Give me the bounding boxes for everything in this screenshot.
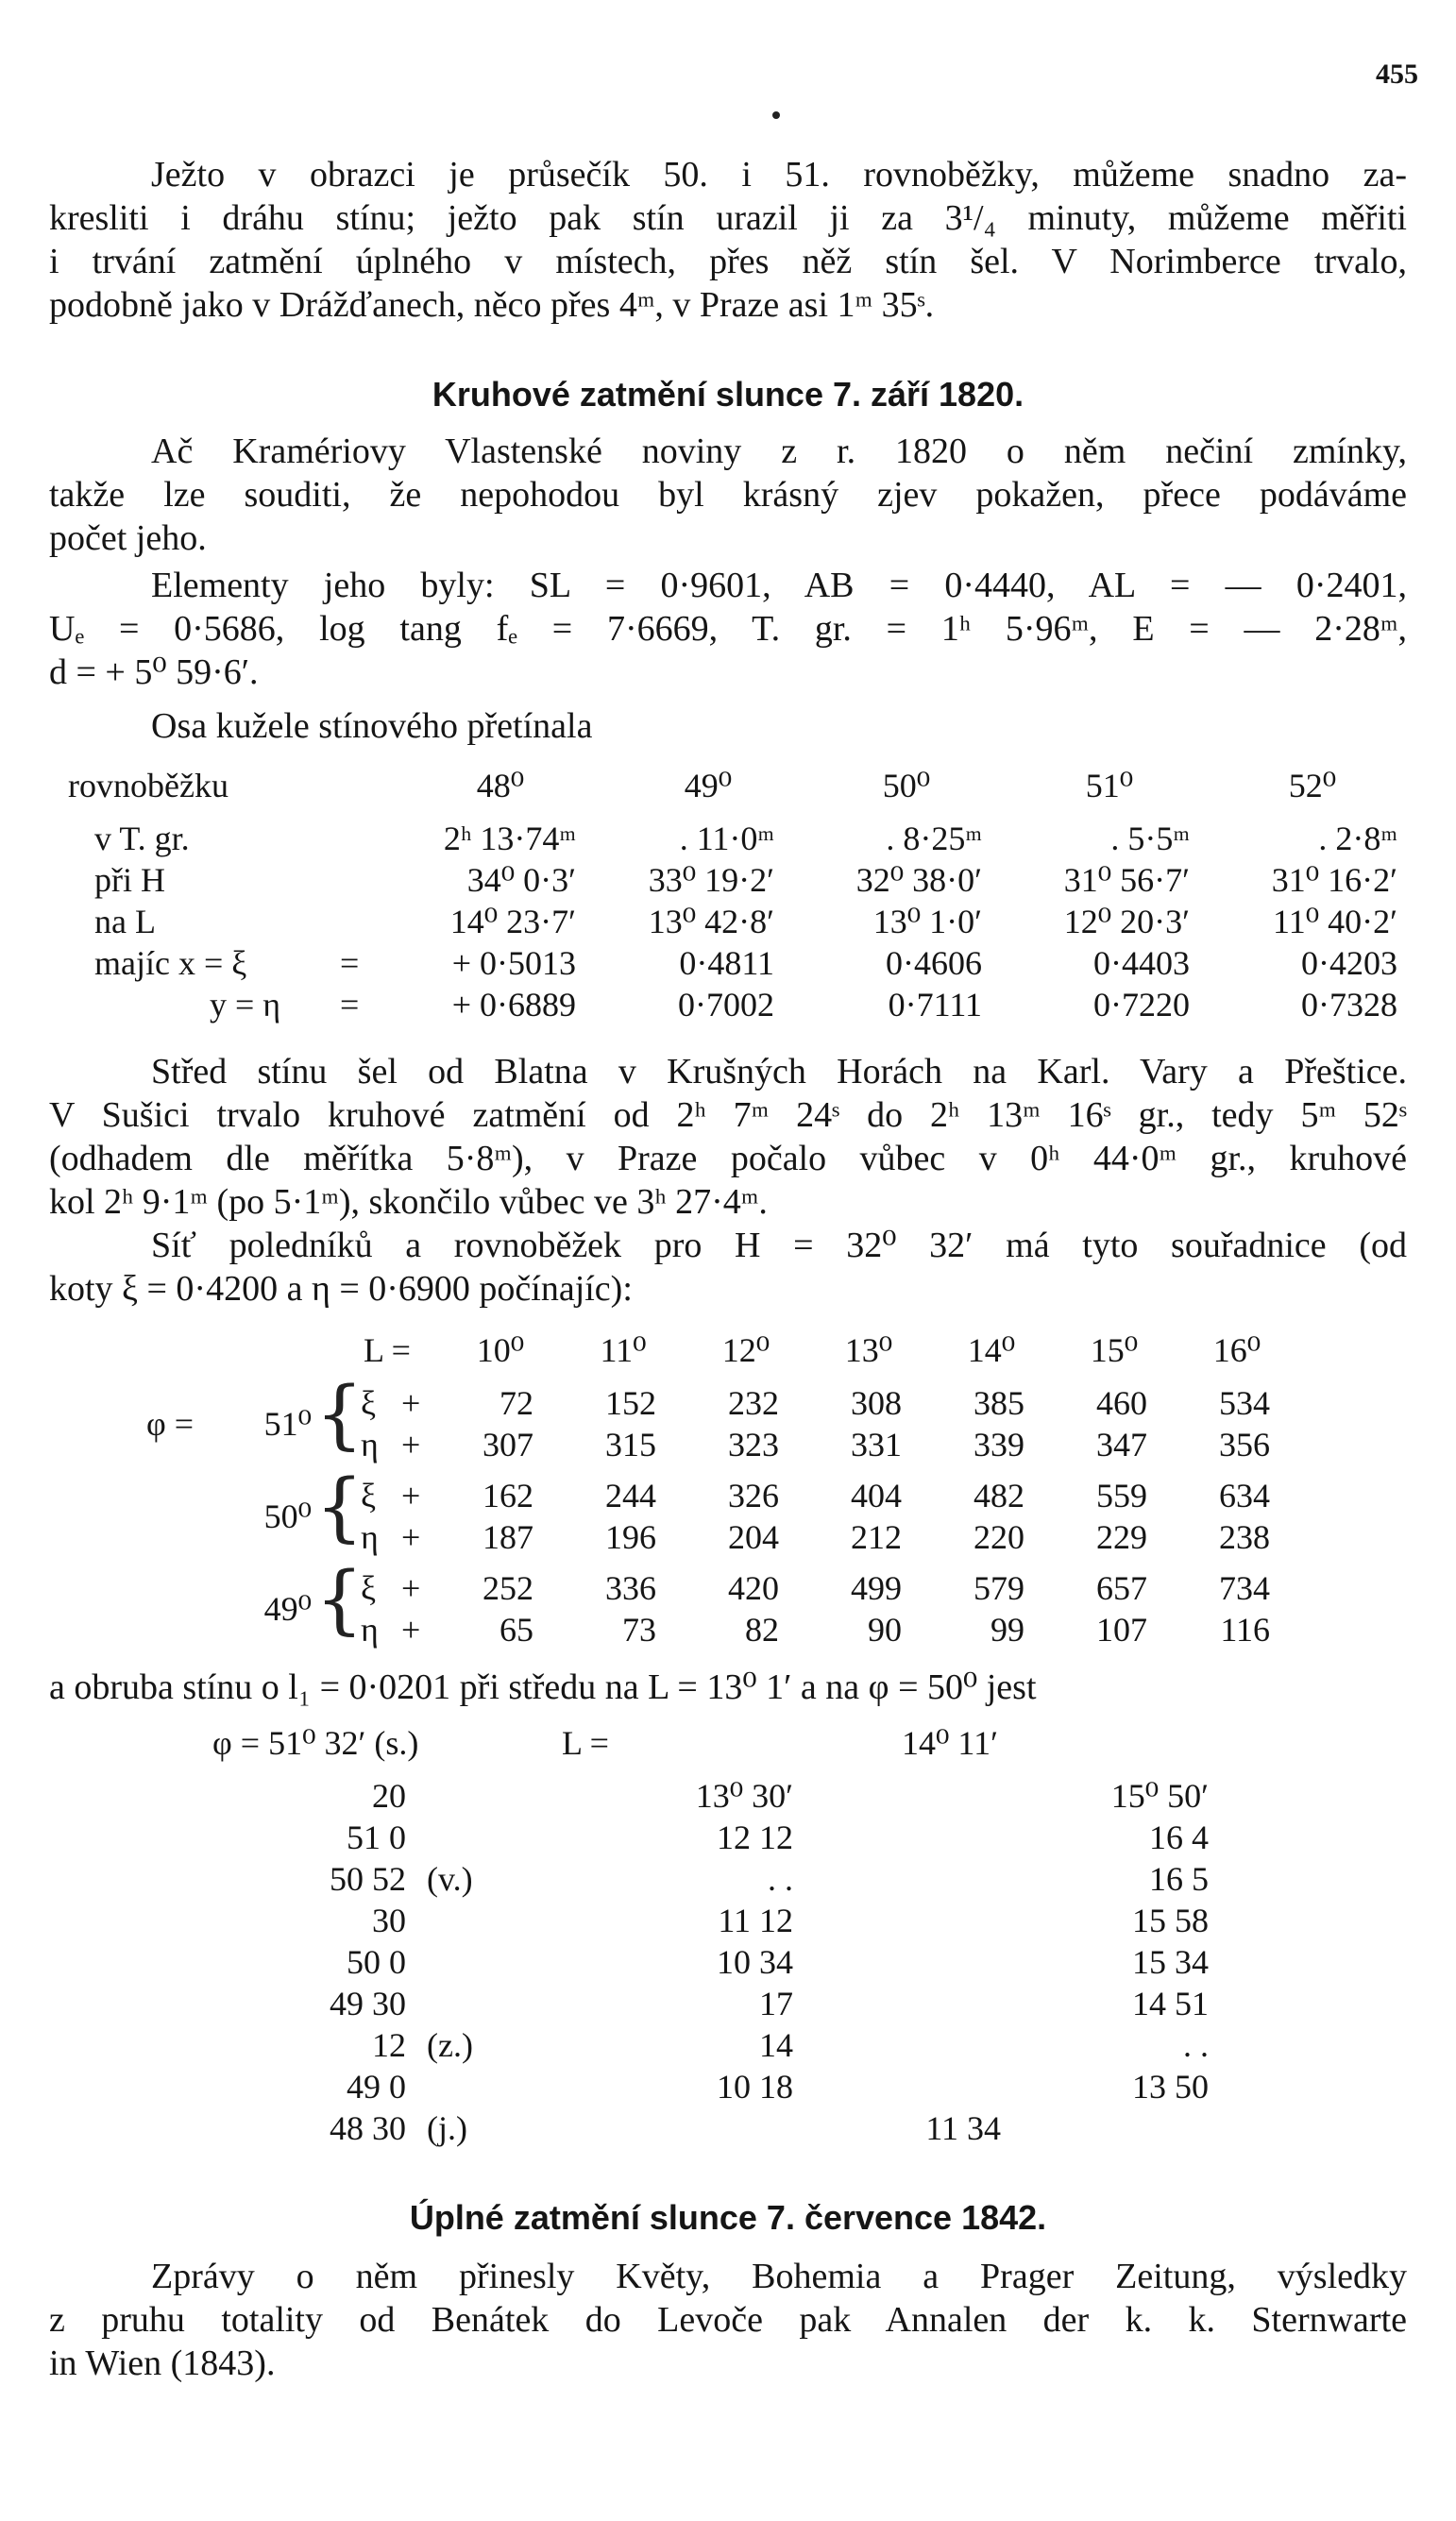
grid-cell: 385 bbox=[973, 1384, 1024, 1422]
table-cell: 31⁰ 56·7′ bbox=[1063, 861, 1190, 899]
table-cell: 0·7002 bbox=[678, 986, 774, 1024]
grid-header-label: L = bbox=[364, 1331, 411, 1369]
table-prefix: = bbox=[340, 944, 360, 982]
edge-row-c3: 14 51 bbox=[1132, 1985, 1209, 2022]
grid-cell: 404 bbox=[851, 1477, 902, 1514]
axis-intro: Osa kužele stínového přetínala bbox=[151, 706, 593, 746]
table-cell: 0·7220 bbox=[1093, 986, 1190, 1024]
paragraph-line: (odhadem dle měřítka 5·8ᵐ), v Praze počalo vůbec v 0ʰ 44·0ᵐ gr., kruhové bbox=[49, 1139, 1407, 1178]
grid-cell: 323 bbox=[728, 1426, 779, 1464]
grid-cell: 534 bbox=[1219, 1384, 1270, 1422]
section-heading: Kruhové zatmění slunce 7. září 1820. bbox=[432, 375, 1024, 414]
grid-cell: 72 bbox=[499, 1384, 533, 1422]
grid-cell: 326 bbox=[728, 1477, 779, 1514]
page-number: 455 bbox=[1376, 59, 1418, 90]
edge-row-phi: 49 30 bbox=[330, 1985, 406, 2022]
grid-cell: 162 bbox=[483, 1477, 533, 1514]
grid-cell: 347 bbox=[1096, 1426, 1147, 1464]
brace-glyph: { bbox=[315, 1463, 364, 1550]
table-cell: 0·7111 bbox=[888, 986, 982, 1024]
grid-group-lat: 51⁰ bbox=[263, 1405, 312, 1443]
paragraph-line: V Sušici trvalo kruhové zatmění od 2ʰ 7ᵐ 24ˢ do 2ʰ 13ᵐ 16ˢ gr., tedy 5ᵐ 52ˢ bbox=[49, 1095, 1407, 1135]
edge-row-c3: 15 58 bbox=[1132, 1902, 1209, 1939]
grid-cell: 356 bbox=[1219, 1426, 1270, 1464]
grid-sym: ξ bbox=[361, 1477, 377, 1514]
phi-label: φ = bbox=[146, 1405, 195, 1443]
edge-row-note: (v.) bbox=[427, 1860, 473, 1898]
grid-sign: + bbox=[401, 1569, 421, 1607]
grid-header-cell: 14⁰ bbox=[967, 1331, 1016, 1369]
grid-header-cell: 15⁰ bbox=[1090, 1331, 1139, 1369]
table-cell: 14⁰ 23·7′ bbox=[449, 903, 576, 940]
table-cell: . 11·0ᵐ bbox=[679, 820, 774, 857]
grid-cell: 152 bbox=[605, 1384, 656, 1422]
edge-row-c1: 12 12 bbox=[717, 1819, 793, 1856]
table-cell: 0·4403 bbox=[1093, 944, 1190, 982]
grid-header-cell: 10⁰ bbox=[476, 1331, 525, 1369]
table-header-cell: 50⁰ bbox=[882, 767, 931, 804]
edge-header-phi: φ = 51⁰ 32′ (s.) bbox=[212, 1724, 419, 1762]
grid-cell: 73 bbox=[622, 1611, 656, 1649]
edge-header-l: L = bbox=[562, 1724, 609, 1762]
grid-cell: 499 bbox=[851, 1569, 902, 1607]
paragraph-line: z pruhu totality od Benátek do Levoče pak Annalen der k. k. Sternwarte bbox=[49, 2300, 1407, 2340]
grid-sign: + bbox=[401, 1518, 421, 1556]
grid-cell: 65 bbox=[499, 1611, 533, 1649]
grid-cell: 232 bbox=[728, 1384, 779, 1422]
paragraph-line: kol 2ʰ 9·1ᵐ (po 5·1ᵐ), skončilo vůbec ve 3ʰ 27·4ᵐ. bbox=[49, 1182, 768, 1222]
grid-sym: η bbox=[361, 1426, 379, 1464]
grid-cell: 204 bbox=[728, 1518, 779, 1556]
grid-header-cell: 11⁰ bbox=[600, 1331, 647, 1369]
grid-group-lat: 49⁰ bbox=[263, 1590, 312, 1628]
edge-row-phi: 51 0 bbox=[347, 1819, 406, 1856]
table-cell: 13⁰ 42·8′ bbox=[648, 903, 774, 940]
grid-cell: 336 bbox=[605, 1569, 656, 1607]
intro-line: Ježto v obrazci je průsečík 50. i 51. rovnoběžky, můžeme snadno za- bbox=[151, 155, 1407, 195]
paragraph-line: Ač Kramériovy Vlastenské noviny z r. 1820 o něm nečiní zmínky, bbox=[151, 431, 1407, 471]
grid-sign: + bbox=[401, 1611, 421, 1649]
edge-row-c1: . . bbox=[768, 1860, 793, 1898]
table-cell: 0·4811 bbox=[679, 944, 774, 982]
grid-sign: + bbox=[401, 1477, 421, 1514]
table-label: na L bbox=[94, 903, 156, 940]
grid-cell: 212 bbox=[851, 1518, 902, 1556]
edge-row-c3: 13 50 bbox=[1132, 2068, 1209, 2106]
table-cell: 2ʰ 13·74ᵐ bbox=[443, 820, 576, 857]
grid-cell: 559 bbox=[1096, 1477, 1147, 1514]
printing-speck bbox=[772, 111, 780, 119]
edge-row-c1: 13⁰ 30′ bbox=[695, 1777, 793, 1815]
edge-row-phi: 48 30 bbox=[330, 2109, 406, 2147]
grid-header-cell: 12⁰ bbox=[721, 1331, 770, 1369]
grid-cell: 116 bbox=[1220, 1611, 1270, 1649]
table-prefix: = bbox=[340, 986, 360, 1024]
table-cell: 0·4203 bbox=[1301, 944, 1397, 982]
table-label: y = η bbox=[210, 986, 281, 1024]
grid-cell: 99 bbox=[990, 1611, 1024, 1649]
grid-cell: 315 bbox=[605, 1426, 656, 1464]
grid-cell: 657 bbox=[1096, 1569, 1147, 1607]
table-cell: 11⁰ 40·2′ bbox=[1273, 903, 1397, 940]
table-cell: + 0·6889 bbox=[451, 986, 576, 1024]
table-cell: . 8·25ᵐ bbox=[886, 820, 982, 857]
edge-row-phi: 12 bbox=[372, 2026, 406, 2064]
grid-cell: 482 bbox=[973, 1477, 1024, 1514]
paragraph-line: počet jeho. bbox=[49, 518, 207, 558]
table-cell: 0·4606 bbox=[886, 944, 982, 982]
grid-cell: 196 bbox=[605, 1518, 656, 1556]
grid-group-lat: 50⁰ bbox=[263, 1497, 312, 1535]
section-heading: Úplné zatmění slunce 7. července 1842. bbox=[409, 2198, 1047, 2237]
table-cell: 34⁰ 0·3′ bbox=[466, 861, 576, 899]
table-header-cell: 52⁰ bbox=[1288, 767, 1337, 804]
grid-cell: 339 bbox=[973, 1426, 1024, 1464]
intro-line: i trvání zatmění úplného v místech, přes něž stín šel. V Norimberce trvalo, bbox=[49, 242, 1407, 281]
edge-row-phi: 50 52 bbox=[330, 1860, 406, 1898]
table-header-cell: 48⁰ bbox=[476, 767, 525, 804]
table-cell: 12⁰ 20·3′ bbox=[1063, 903, 1190, 940]
edge-row-c1: 17 bbox=[759, 1985, 793, 2022]
edge-row-c3: 16 4 bbox=[1149, 1819, 1209, 1856]
grid-cell: 331 bbox=[851, 1426, 902, 1464]
table-label: majíc x = ξ bbox=[94, 944, 247, 982]
edge-row-c3: 15 34 bbox=[1132, 1943, 1209, 1981]
edge-line: a obruba stínu o l₁ = 0·0201 při středu na L = 13⁰ 1′ a na φ = 50⁰ jest bbox=[49, 1667, 1037, 1707]
grid-cell: 308 bbox=[851, 1384, 902, 1422]
grid-cell: 734 bbox=[1219, 1569, 1270, 1607]
grid-cell: 220 bbox=[973, 1518, 1024, 1556]
table-label: při H bbox=[94, 861, 165, 899]
table-label: rovnoběžku bbox=[68, 767, 229, 804]
table-header-cell: 51⁰ bbox=[1085, 767, 1134, 804]
paragraph-line: Síť poledníků a rovnoběžek pro H = 32⁰ 32′ má tyto souřadnice (od bbox=[151, 1226, 1407, 1265]
table-label: v T. gr. bbox=[94, 820, 190, 857]
elements-line: Uₑ = 0·5686, log tang fₑ = 7·6669, T. gr. = 1ʰ 5·96ᵐ, E = — 2·28ᵐ, bbox=[49, 609, 1407, 649]
grid-header-cell: 13⁰ bbox=[844, 1331, 893, 1369]
grid-cell: 229 bbox=[1096, 1518, 1147, 1556]
grid-cell: 187 bbox=[483, 1518, 533, 1556]
edge-row-c1: 10 34 bbox=[717, 1943, 793, 1981]
table-cell: + 0·5013 bbox=[451, 944, 576, 982]
edge-row-phi: 49 0 bbox=[347, 2068, 406, 2106]
grid-cell: 107 bbox=[1096, 1611, 1147, 1649]
grid-cell: 82 bbox=[745, 1611, 779, 1649]
grid-cell: 244 bbox=[605, 1477, 656, 1514]
edge-row-phi: 50 0 bbox=[347, 1943, 406, 1981]
table-cell: . 2·8ᵐ bbox=[1318, 820, 1397, 857]
edge-row-c1: 10 18 bbox=[717, 2068, 793, 2106]
grid-cell: 460 bbox=[1096, 1384, 1147, 1422]
paragraph-line: takže lze souditi, že nepohodou byl krásný zjev pokažen, přece podáváme bbox=[49, 475, 1407, 515]
grid-cell: 90 bbox=[868, 1611, 902, 1649]
elements-line: Elementy jeho byly: SL = 0·9601, AB = 0·4440, AL = — 0·2401, bbox=[151, 566, 1407, 605]
edge-row-phi: 30 bbox=[372, 1902, 406, 1939]
grid-sym: ξ bbox=[361, 1569, 377, 1607]
edge-row-c1: 14 bbox=[759, 2026, 793, 2064]
grid-sym: η bbox=[361, 1611, 379, 1649]
grid-cell: 307 bbox=[483, 1426, 533, 1464]
grid-cell: 238 bbox=[1219, 1518, 1270, 1556]
elements-line: d = + 5⁰ 59·6′. bbox=[49, 652, 259, 692]
brace-glyph: { bbox=[315, 1555, 364, 1643]
edge-row-c3: 15⁰ 50′ bbox=[1110, 1777, 1209, 1815]
grid-cell: 634 bbox=[1219, 1477, 1270, 1514]
grid-cell: 252 bbox=[483, 1569, 533, 1607]
intro-line: podobně jako v Drážďanech, něco přes 4ᵐ, v Praze asi 1ᵐ 35ˢ. bbox=[49, 285, 935, 325]
paragraph-line: Zprávy o něm přinesly Květy, Bohemia a Prager Zeitung, výsledky bbox=[151, 2257, 1407, 2296]
grid-sign: + bbox=[401, 1384, 421, 1422]
table-cell: 13⁰ 1·0′ bbox=[872, 903, 982, 940]
paragraph-line: koty ξ = 0·4200 a η = 0·6900 počínajíc): bbox=[49, 1269, 633, 1309]
table-cell: 31⁰ 16·2′ bbox=[1271, 861, 1397, 899]
edge-row-phi: 20 bbox=[372, 1777, 406, 1815]
edge-row-c1: 11 12 bbox=[718, 1902, 793, 1939]
grid-cell: 420 bbox=[728, 1569, 779, 1607]
intro-line: kresliti i dráhu stínu; ježto pak stín urazil ji za 3¹/₄ minuty, můžeme měřiti bbox=[49, 198, 1407, 238]
edge-row-c3: 16 5 bbox=[1149, 1860, 1209, 1898]
table-cell: 33⁰ 19·2′ bbox=[648, 861, 774, 899]
table-cell: 32⁰ 38·0′ bbox=[855, 861, 982, 899]
brace-glyph: { bbox=[315, 1370, 364, 1458]
grid-sign: + bbox=[401, 1426, 421, 1464]
edge-row-c2: 11 34 bbox=[925, 2109, 1001, 2147]
table-cell: . 5·5ᵐ bbox=[1110, 820, 1190, 857]
edge-header-mid: 14⁰ 11′ bbox=[902, 1724, 998, 1762]
paragraph-line: Střed stínu šel od Blatna v Krušných Horách na Karl. Vary a Přeštice. bbox=[151, 1052, 1407, 1091]
grid-sym: η bbox=[361, 1518, 379, 1556]
grid-header-cell: 16⁰ bbox=[1212, 1331, 1261, 1369]
grid-sym: ξ bbox=[361, 1384, 377, 1422]
table-cell: 0·7328 bbox=[1301, 986, 1397, 1024]
edge-row-c3: . . bbox=[1183, 2026, 1209, 2064]
table-header-cell: 49⁰ bbox=[684, 767, 733, 804]
edge-row-note: (z.) bbox=[427, 2026, 473, 2064]
paragraph-line: in Wien (1843). bbox=[49, 2343, 276, 2383]
grid-cell: 579 bbox=[973, 1569, 1024, 1607]
edge-row-note: (j.) bbox=[427, 2109, 467, 2147]
